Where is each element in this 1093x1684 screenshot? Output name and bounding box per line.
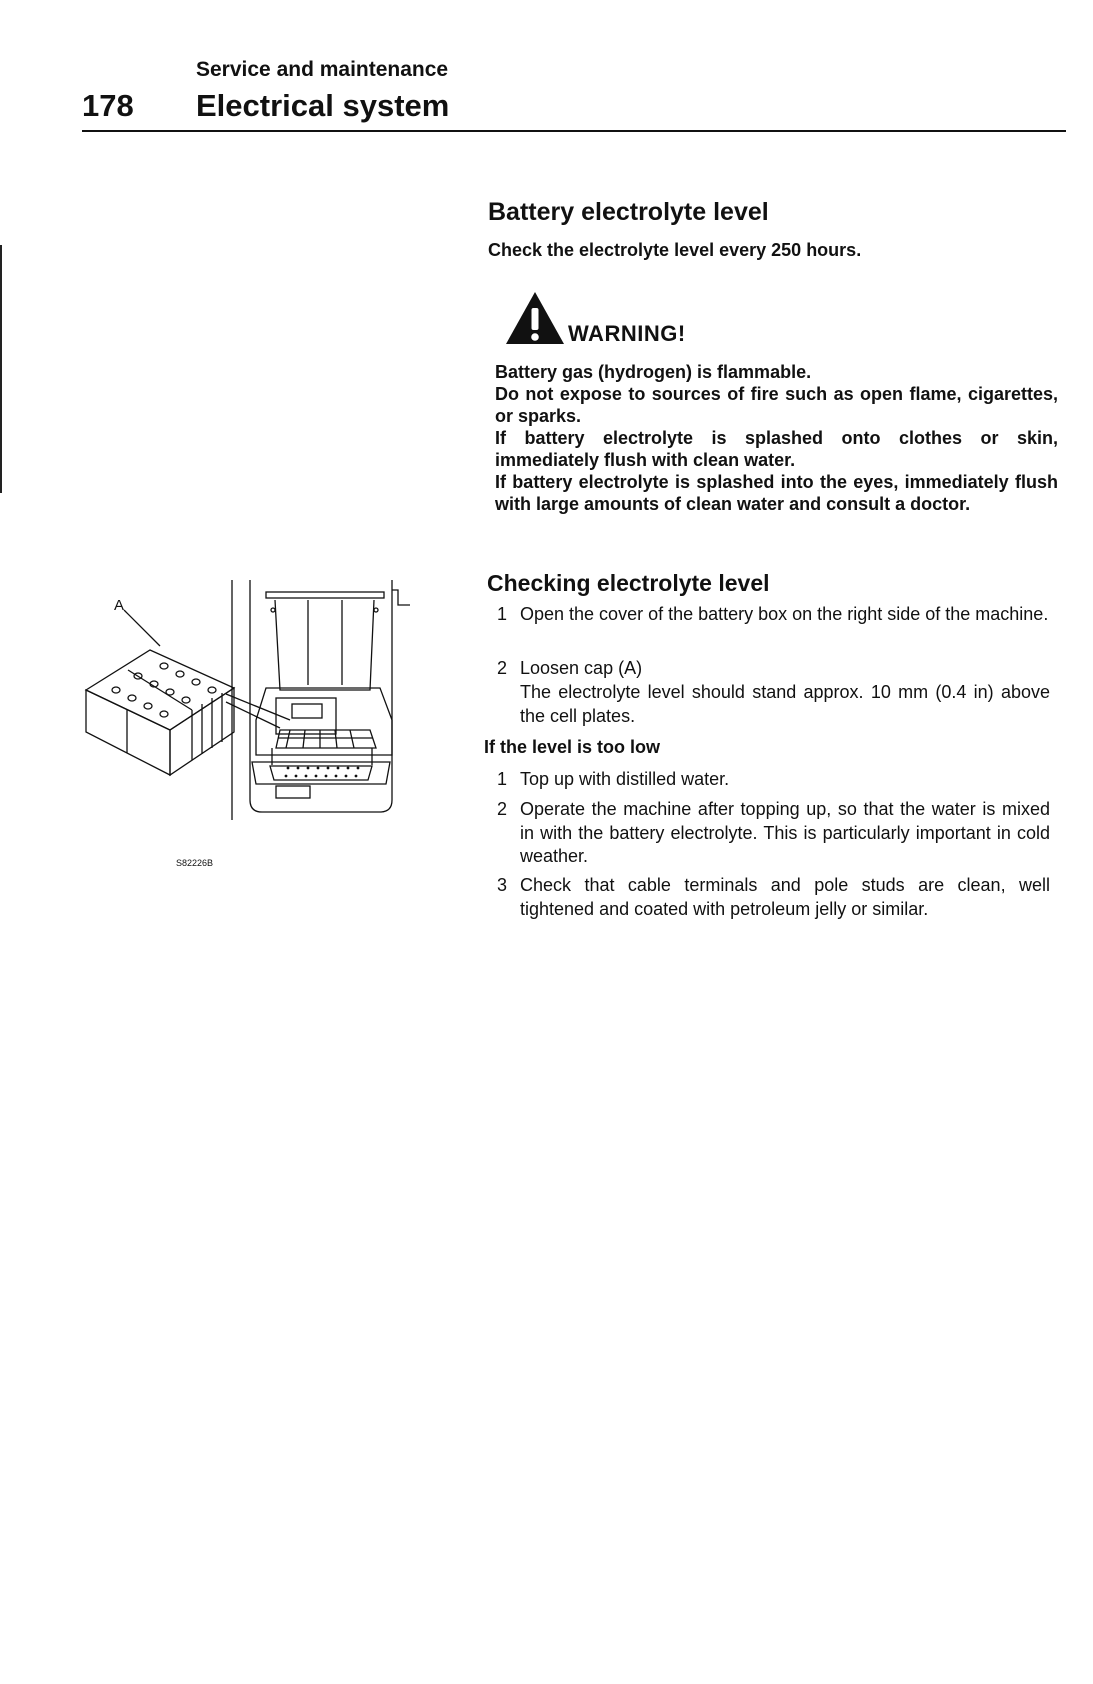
step-number: 2	[497, 799, 508, 819]
step-text: Top up with distilled water.	[520, 769, 730, 789]
step-number: 2	[497, 658, 508, 678]
service-interval: Check the electrolyte level every 250 hours.	[488, 240, 862, 260]
warning-line: Battery gas (hydrogen) is flammable.	[495, 362, 812, 382]
step-text: Loosen cap (A)	[520, 658, 643, 678]
warning-line: Do not expose to sources of fire such as open flame, cigarettes, or sparks.	[495, 384, 1058, 426]
machine-illustration	[226, 580, 410, 820]
warning-label: WARNING!	[568, 321, 686, 346]
checking-heading: Checking electrolyte level	[487, 570, 770, 596]
battery-figure	[80, 580, 425, 880]
page-number: 178	[82, 88, 134, 123]
section-heading: Battery electrolyte level	[488, 198, 769, 226]
step-number: 3	[497, 875, 508, 895]
step-number: 1	[497, 769, 508, 789]
step-text: Check that cable terminals and pole studs are clean, well tightened and coated with petroleum jelly or similar.	[520, 875, 1050, 919]
step-text: Operate the machine after topping up, so that the water is mixed in with the battery electrolyte. This is particularly important in cold weather.	[520, 799, 1050, 866]
warning-triangle-icon	[504, 290, 566, 346]
warning-text	[495, 361, 1058, 515]
step-text: Open the cover of the battery box on the right side of the machine.	[520, 604, 1049, 624]
margin-bar	[0, 245, 2, 493]
step-note: The electrolyte level should stand approx. 10 mm (0.4 in) above the cell plates.	[520, 682, 1050, 726]
header-divider	[82, 130, 1066, 132]
callout-label: A	[114, 597, 125, 614]
figure-code: S82226B	[176, 858, 214, 868]
too-low-heading: If the level is too low	[484, 737, 661, 757]
warning-line: If battery electrolyte is splashed onto clothes or skin, immediately flush with clean water.	[495, 428, 1058, 470]
warning-line: If battery electrolyte is splashed into the eyes, immediately flush with large amounts of clean water and consult a doctor.	[495, 472, 1058, 514]
step-number: 1	[497, 604, 508, 624]
chapter-title: Electrical system	[196, 88, 450, 123]
battery-illustration	[86, 610, 234, 775]
section-title: Service and maintenance	[196, 58, 449, 81]
